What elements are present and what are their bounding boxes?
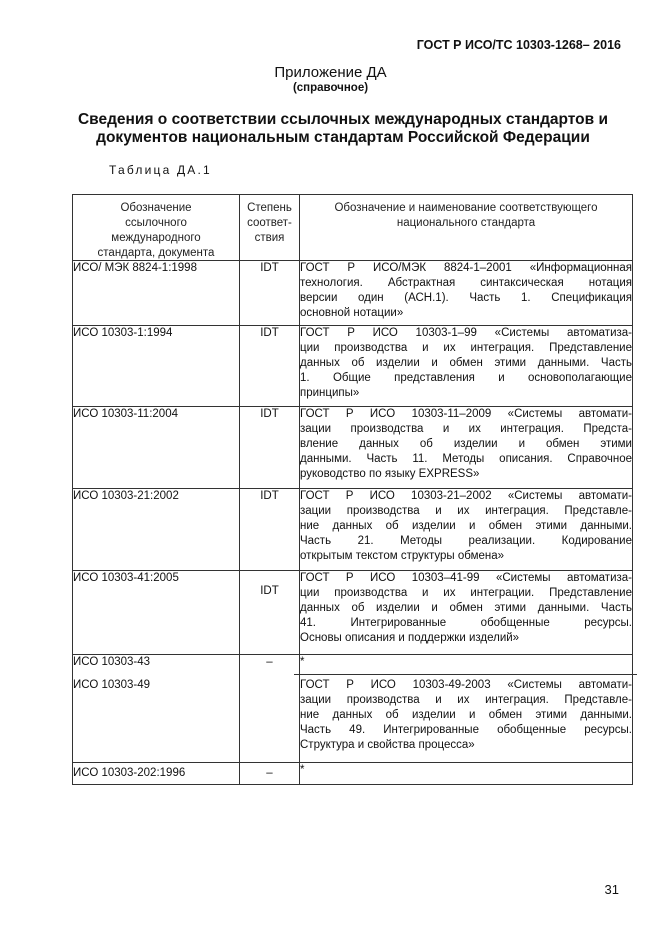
text-line: ГОСТ Р ИСО 10303–41-99 «Системы автоматиза- [300,572,632,584]
national-standard-cell [300,326,633,407]
text-line: Часть 49. Интегрированные обобщенные ресурсы. [300,724,632,736]
text-line: ние данных об изделии и обмен этими данными. [300,520,632,532]
reference-line: ИСО 10303-49 [73,679,151,691]
correspondence-table [72,194,633,785]
text-line: Часть 21. Методы реализации. Кодирование [300,535,632,547]
reference-cell [73,655,240,763]
national-standard-cell [300,763,633,785]
text-line: Основы описания и поддержки изделий» [300,632,520,644]
text-line: ГОСТ Р ИСО 10303-11–2009 «Системы автомати- [300,408,632,420]
text-line: открытым текстом структуры обмена» [300,550,505,562]
text-line: принципы» [300,387,360,399]
text-line: руководство по языку EXPRESS» [300,468,480,480]
text-line: данными. Часть 11. Методы описания. Справочное [300,453,632,465]
text-line: ГОСТ Р ИСО 10303-21–2002 «Системы автомати- [300,490,632,502]
degree-cell: IDT [240,326,300,407]
degree-cell: – [240,763,300,785]
text-line: ции производства и их интеграция. Представление [300,342,632,354]
text-line: ГОСТ Р ИСО 10303-1–99 «Системы автоматиза- [300,327,632,339]
header-line: Обозначение [120,202,192,214]
reference-cell: ИСО 10303-11:2004 [73,407,240,489]
reference-cell: ИСО 10303-41:2005 [73,571,240,655]
header-line: международного [111,232,201,244]
text-line: данных об изделии и обмен этими данными. Часть [300,602,632,614]
column-header-reference [73,195,240,261]
degree-cell: IDT [240,489,300,571]
table-row [73,571,633,655]
no-equivalent-mark: * [300,656,305,668]
text-line: ГОСТ Р ИСО 10303-49-2003 «Системы автомати- [300,679,632,691]
text-line: зации производства и их интеграция. Представле- [300,505,632,517]
text-line: ние данных об изделии и обмен этими данными. [300,709,632,721]
text-line: версии один (АСН.1). Часть 1. Спецификация [300,292,632,304]
reference-cell: ИСО 10303-202:1996 [73,763,240,785]
table-row [73,261,633,326]
page-number: 31 [604,882,619,897]
text-line: технология. Абстрактная синтаксическая нотация [300,277,632,289]
heading-line: документов национальным стандартам Российской Федерации [96,129,590,146]
column-header-national [300,195,633,261]
table-label: Таблица ДА.1 [109,163,212,177]
no-equivalent-mark: * [300,764,305,776]
table-row [73,655,633,763]
header-line: национального стандарта [396,217,536,229]
degree-cell: IDT [240,261,300,326]
text-line: Структура и свойства процесса» [300,739,475,751]
heading-line: Сведения о соответствии ссылочных международных стандартов и [77,111,609,128]
reference-cell: ИСО 10303-1:1994 [73,326,240,407]
degree-cell: IDT [240,571,300,655]
table-row [73,489,633,571]
text-line: основной нотации» [300,307,404,319]
text-line: 1. Общие представления и основополагающие [300,372,632,384]
text-line: данных об изделии и обмен этими данными. Часть [300,357,632,369]
section-heading [60,111,626,147]
national-standard-cell [300,571,633,655]
row-divider [294,674,637,675]
national-standard-cell [300,261,633,326]
text-line: вление данных об изделии и обмен этими [300,438,632,450]
header-line: соответ- [247,217,292,229]
header-line: ствия [254,232,285,244]
degree-cell: IDT [240,407,300,489]
text-line: ции производства и их интеграции. Представление [300,587,632,599]
reference-cell: ИСО/ МЭК 8824-1:1998 [73,261,240,326]
text-line: ГОСТ Р ИСО/МЭК 8824-1–2001 «Информационная [300,262,632,274]
text-line: зации производства и их интеграция. Представле- [300,694,632,706]
table-header-row [73,195,633,261]
national-standard-cell [300,489,633,571]
column-header-degree [240,195,300,261]
header-line: стандарта, документа [97,247,215,259]
appendix-subtitle: (справочное) [292,82,369,94]
table-row [73,763,633,785]
header-line: Обозначение и наименование соответствующего [334,202,598,214]
appendix-title: Приложение ДА [274,64,387,81]
table-row [73,407,633,489]
table-row [73,326,633,407]
national-standard-cell [300,655,633,763]
degree-cell: – [240,655,300,763]
text-line: 41. Интегрированные обобщенные ресурсы. [300,617,632,629]
header-line: ссылочного [125,217,187,229]
reference-line: ИСО 10303-43 [73,656,151,668]
reference-cell: ИСО 10303-21:2002 [73,489,240,571]
header-line: Степень [247,202,292,214]
text-line: зации производства и их интеграция. Предста- [300,423,632,435]
national-standard-cell [300,407,633,489]
document-code: ГОСТ Р ИСО/ТС 10303-1268– 2016 [416,38,621,52]
